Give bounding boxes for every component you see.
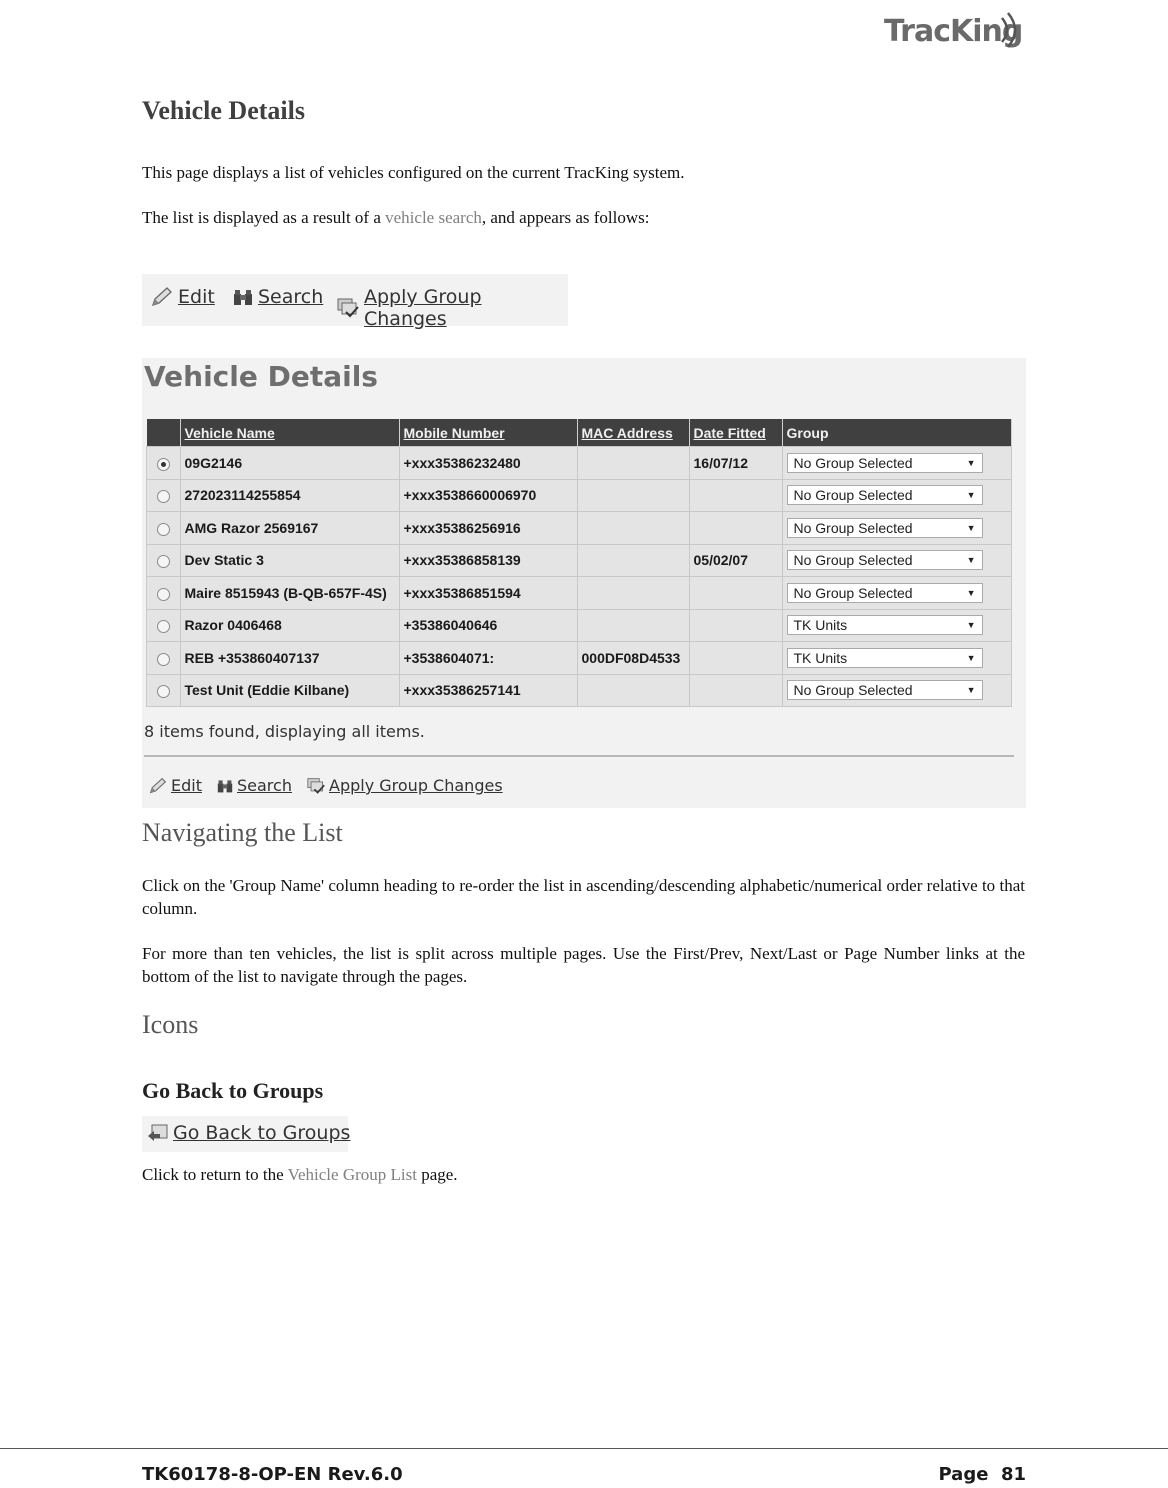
signal-arcs-icon <box>998 10 1026 50</box>
logo-text: TracKing <box>884 14 1023 49</box>
vehicle-name-cell: Dev Static 3 <box>180 544 399 577</box>
row-select-radio-cell[interactable] <box>147 479 181 512</box>
table-row[interactable] <box>147 609 1012 642</box>
chevron-down-icon: ▼ <box>966 555 976 566</box>
vehicle-details-panel <box>142 358 1026 808</box>
vehicle-name-cell: 09G2146 <box>180 447 399 480</box>
go-back-icon <box>146 1122 170 1144</box>
vehicle-name-cell: AMG Razor 2569167 <box>180 512 399 545</box>
navigating-paragraph-2: For more than ten vehicles, the list is split across multiple pages. Use the First/Prev, Next/Last or Page Number links at the bottom of the list to navigate through the pages. <box>142 944 1025 986</box>
group-select-value: No Group Selected <box>793 552 913 569</box>
mobile-number-cell: +xxx35386858139 <box>399 544 577 577</box>
row-select-radio-cell[interactable] <box>147 642 181 675</box>
row-select-radio-cell[interactable] <box>147 609 181 642</box>
go-back-heading: Go Back to Groups <box>142 1078 324 1103</box>
row-select-radio-cell[interactable] <box>147 512 181 545</box>
pencil-icon <box>150 286 174 308</box>
date-fitted-cell <box>689 674 782 707</box>
apply-group-changes-button[interactable]: Apply Group Changes <box>336 286 568 330</box>
chevron-down-icon: ▼ <box>966 685 976 696</box>
row-select-radio-cell[interactable] <box>147 674 181 707</box>
group-cell <box>782 447 1012 480</box>
column-date-fitted[interactable]: Date Fitted <box>689 419 782 447</box>
pencil-icon <box>148 777 168 795</box>
toolbar-screenshot <box>142 274 568 330</box>
mac-address-cell <box>577 674 689 707</box>
chevron-down-icon: ▼ <box>966 490 976 501</box>
column-group: Group <box>782 419 1012 447</box>
mac-address-cell <box>577 544 689 577</box>
items-found-text: 8 items found, displaying all items. <box>144 722 425 741</box>
group-select-value: TK Units <box>793 617 848 634</box>
row-select-radio[interactable] <box>157 588 170 601</box>
row-select-radio-cell[interactable] <box>147 577 181 610</box>
navigating-paragraph-1: Click on the 'Group Name' column heading to re-order the list in ascending/descending alphabetic/numerical order relative to that column. <box>142 876 1025 918</box>
footer-doc-id: TK60178-8-OP-EN Rev.6.0 <box>142 1464 403 1485</box>
page-title: Vehicle Details <box>142 96 305 125</box>
vehicle-name-cell: Maire 8515943 (B-QB-657F-4S) <box>180 577 399 610</box>
chevron-down-icon: ▼ <box>966 457 976 468</box>
vehicle-name-cell: Razor 0406468 <box>180 609 399 642</box>
divider <box>144 755 1014 757</box>
group-select-value: No Group Selected <box>793 454 913 471</box>
group-select[interactable] <box>787 485 983 505</box>
group-select[interactable] <box>787 615 983 635</box>
mac-address-cell <box>577 512 689 545</box>
table-row[interactable] <box>147 642 1012 675</box>
mac-address-cell: 000DF08D4533 <box>577 642 689 675</box>
mac-address-cell <box>577 447 689 480</box>
navigating-heading: Navigating the List <box>142 818 343 847</box>
row-select-radio[interactable] <box>157 555 170 568</box>
apply-group-changes-button-bottom[interactable]: Apply Group Changes <box>306 776 503 795</box>
group-select-value: No Group Selected <box>793 682 913 699</box>
tracking-logo <box>880 8 1030 54</box>
go-back-paragraph: Click to return to the Vehicle Group List page. <box>142 1165 458 1184</box>
binoculars-icon <box>216 778 234 794</box>
vehicle-table <box>146 419 1012 707</box>
footer-divider <box>0 1448 1168 1449</box>
column-mac-address[interactable]: MAC Address <box>577 419 689 447</box>
row-select-radio[interactable] <box>157 458 170 471</box>
row-select-radio[interactable] <box>157 685 170 698</box>
edit-button[interactable]: Edit <box>150 286 215 308</box>
icons-heading: Icons <box>142 1010 199 1039</box>
row-select-radio-cell[interactable] <box>147 447 181 480</box>
apply-changes-icon <box>306 777 326 795</box>
mac-address-cell <box>577 609 689 642</box>
date-fitted-cell <box>689 609 782 642</box>
group-select[interactable] <box>787 518 983 538</box>
intro-paragraph-1: This page displays a list of vehicles configured on the current TracKing system. <box>142 163 685 182</box>
table-row[interactable] <box>147 544 1012 577</box>
mobile-number-cell: +xxx35386232480 <box>399 447 577 480</box>
chevron-down-icon: ▼ <box>966 620 976 631</box>
group-cell <box>782 642 1012 675</box>
group-select-value: No Group Selected <box>793 519 913 536</box>
search-button-bottom[interactable]: Search <box>216 776 292 795</box>
mobile-number-cell: +xxx35386256916 <box>399 512 577 545</box>
chevron-down-icon: ▼ <box>966 587 976 598</box>
column-mobile-number[interactable]: Mobile Number <box>399 419 577 447</box>
mobile-number-cell: +xxx3538660006970 <box>399 479 577 512</box>
edit-button-bottom[interactable]: Edit <box>148 776 202 795</box>
row-select-radio[interactable] <box>157 523 170 536</box>
group-select[interactable] <box>787 648 983 668</box>
mobile-number-cell: +xxx35386257141 <box>399 674 577 707</box>
group-cell <box>782 479 1012 512</box>
mobile-number-cell: +xxx35386851594 <box>399 577 577 610</box>
table-row[interactable] <box>147 512 1012 545</box>
date-fitted-cell <box>689 642 782 675</box>
group-select[interactable] <box>787 453 983 473</box>
vehicle-name-cell: REB +353860407137 <box>180 642 399 675</box>
row-select-radio-cell[interactable] <box>147 544 181 577</box>
footer-page-number: Page 81 <box>938 1464 1026 1485</box>
group-cell <box>782 609 1012 642</box>
group-cell <box>782 544 1012 577</box>
chevron-down-icon: ▼ <box>966 522 976 533</box>
vehicle-search-link[interactable]: vehicle search <box>385 208 482 227</box>
date-fitted-cell <box>689 577 782 610</box>
vehicle-name-cell: 272023114255854 <box>180 479 399 512</box>
date-fitted-cell: 16/07/12 <box>689 447 782 480</box>
group-cell <box>782 512 1012 545</box>
group-select[interactable] <box>787 550 983 570</box>
table-row[interactable] <box>147 447 1012 480</box>
row-select-radio[interactable] <box>157 653 170 666</box>
group-cell <box>782 674 1012 707</box>
apply-changes-icon <box>336 297 360 319</box>
mobile-number-cell: +35386040646 <box>399 609 577 642</box>
table-row[interactable] <box>147 577 1012 610</box>
panel-title: Vehicle Details <box>144 360 378 393</box>
search-button[interactable]: Search <box>232 286 323 308</box>
group-select-value: TK Units <box>793 649 848 666</box>
table-header-row <box>147 419 1012 447</box>
date-fitted-cell: 05/02/07 <box>689 544 782 577</box>
group-cell <box>782 577 1012 610</box>
group-select-value: No Group Selected <box>793 584 913 601</box>
mobile-number-cell: +3538604071: <box>399 642 577 675</box>
go-back-to-groups-button[interactable]: Go Back to Groups <box>146 1122 350 1144</box>
vehicle-group-list-link[interactable]: Vehicle Group List <box>287 1165 417 1184</box>
group-select-value: No Group Selected <box>793 487 913 504</box>
column-vehicle-name[interactable]: Vehicle Name <box>180 419 399 447</box>
vehicle-name-cell: Test Unit (Eddie Kilbane) <box>180 674 399 707</box>
table-row[interactable] <box>147 674 1012 707</box>
go-back-screenshot <box>142 1116 351 1152</box>
mac-address-cell <box>577 577 689 610</box>
group-select[interactable] <box>787 583 983 603</box>
binoculars-icon <box>232 287 254 307</box>
select-column-header <box>147 419 181 447</box>
mac-address-cell <box>577 479 689 512</box>
table-row[interactable] <box>147 479 1012 512</box>
row-select-radio[interactable] <box>157 490 170 503</box>
date-fitted-cell <box>689 512 782 545</box>
intro-paragraph-2: The list is displayed as a result of a vehicle search, and appears as follows: <box>142 208 650 227</box>
chevron-down-icon: ▼ <box>966 652 976 663</box>
group-select[interactable] <box>787 680 983 700</box>
date-fitted-cell <box>689 479 782 512</box>
row-select-radio[interactable] <box>157 620 170 633</box>
